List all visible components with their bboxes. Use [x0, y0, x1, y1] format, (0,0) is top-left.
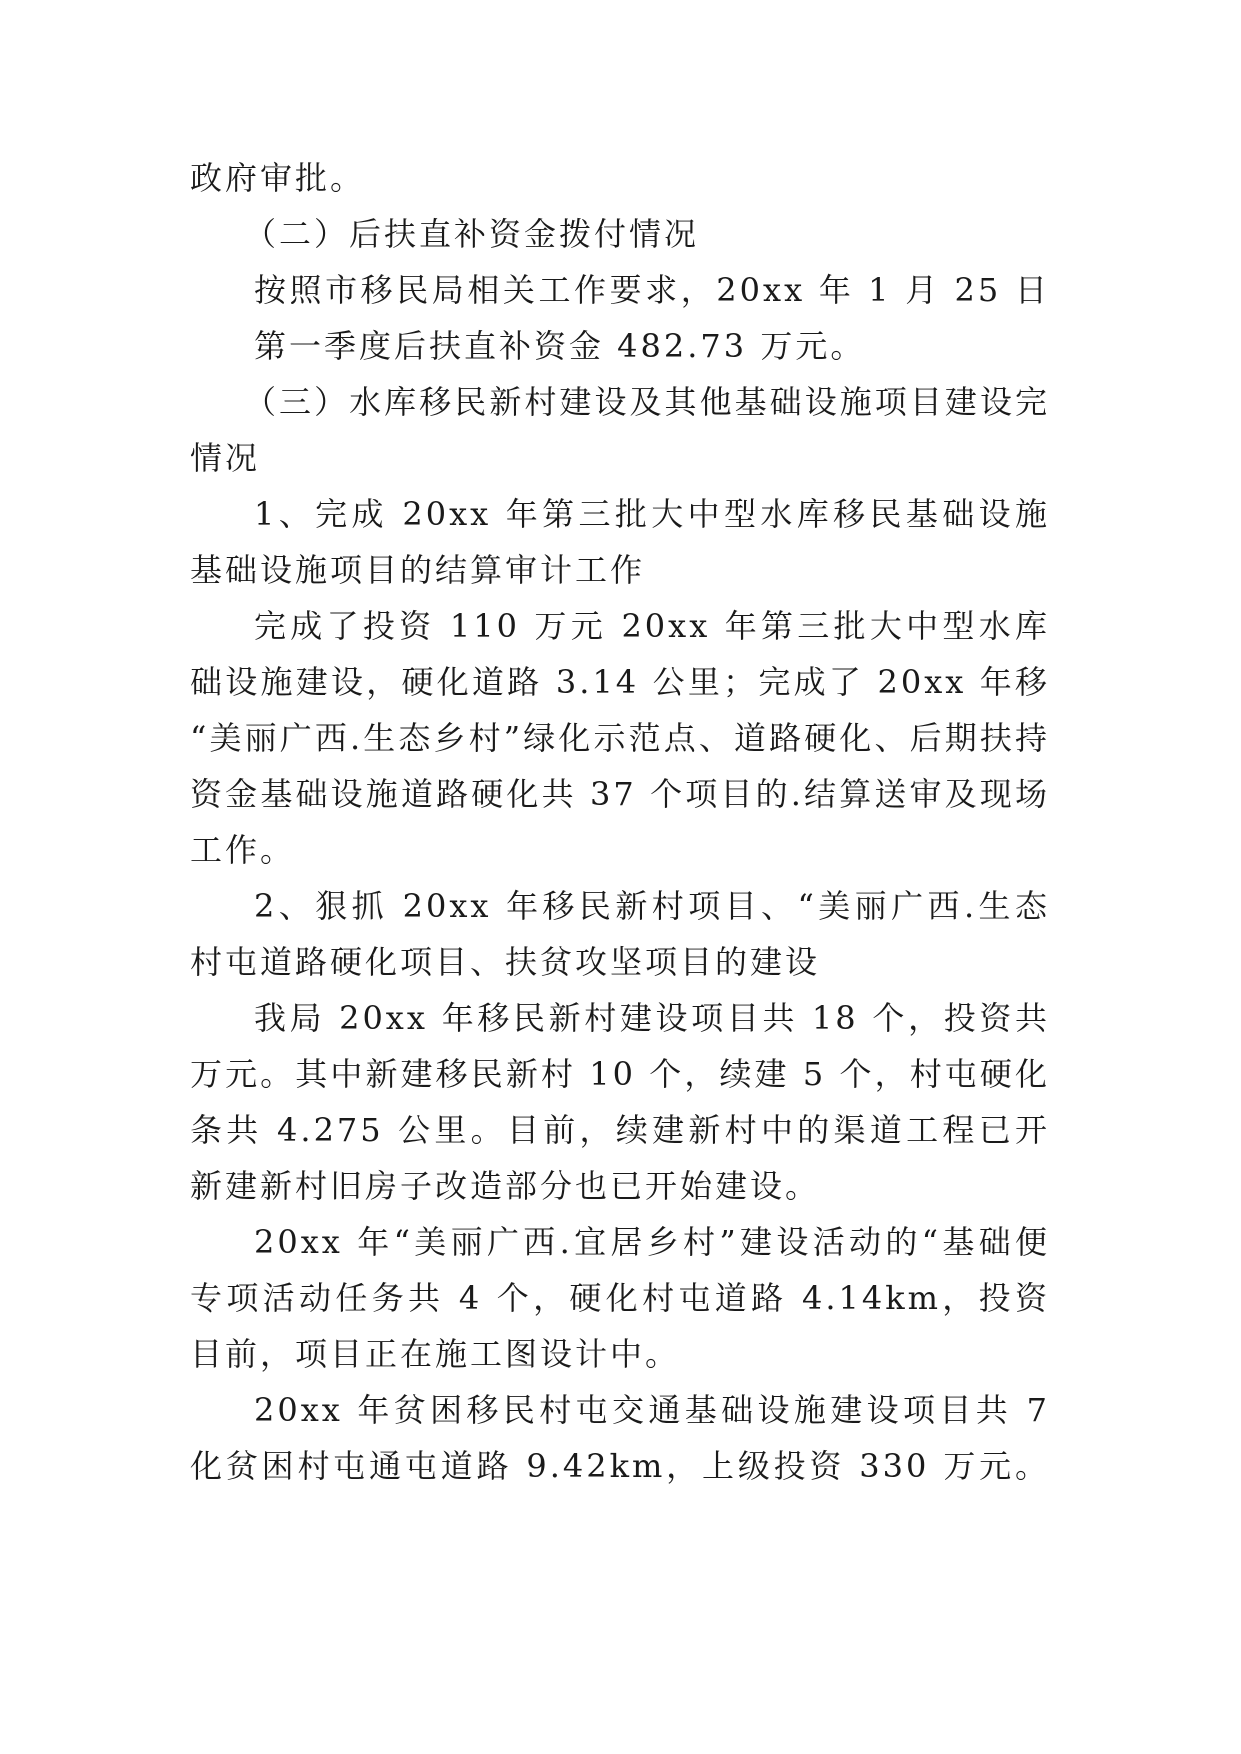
paragraph-line: 础设施建设，硬化道路 3.14 公里；完成了 20xx 年移 — [190, 663, 1050, 701]
subsection-heading: 2、狠抓 20xx 年移民新村项目、“美丽广西.生态 — [254, 887, 1050, 925]
paragraph-line: 20xx 年贫困移民村屯交通基础设施建设项目共 7 — [254, 1391, 1050, 1429]
subsection-heading: 1、完成 20xx 年第三批大中型水库移民基础设施 — [254, 495, 1050, 533]
paragraph-line: 工作。 — [190, 831, 296, 869]
subsection-heading: 村屯道路硬化项目、扶贫攻坚项目的建设 — [190, 943, 821, 981]
paragraph-line: 第一季度后扶直补资金 482.73 万元。 — [254, 327, 866, 365]
section-heading: （三）水库移民新村建设及其他基础设施项目建设完 — [244, 383, 1050, 421]
paragraph-line: 条共 4.275 公里。目前，续建新村中的渠道工程已开 — [190, 1111, 1050, 1149]
paragraph-line: 目前，项目正在施工图设计中。 — [190, 1335, 681, 1373]
section-heading: 情况 — [190, 439, 261, 477]
paragraph-line: 万元。其中新建移民新村 10 个，续建 5 个，村屯硬化 — [190, 1055, 1050, 1093]
section-heading: （二）后扶直补资金拨付情况 — [244, 215, 700, 253]
paragraph-line: 专项活动任务共 4 个，硬化村屯道路 4.14km，投资 — [190, 1279, 1050, 1317]
subsection-heading: 基础设施项目的结算审计工作 — [190, 551, 646, 589]
paragraph-line: “美丽广西.生态乡村”绿化示范点、道路硬化、后期扶持 — [190, 719, 1050, 757]
document-body — [190, 150, 1050, 1494]
paragraph-line: 化贫困村屯通屯道路 9.42km，上级投资 330 万元。 — [190, 1447, 1050, 1485]
paragraph-line: 我局 20xx 年移民新村建设项目共 18 个，投资共 — [254, 999, 1050, 1037]
paragraph-line: 按照市移民局相关工作要求，20xx 年 1 月 25 日 — [254, 271, 1050, 309]
paragraph-line: 资金基础设施道路硬化共 37 个项目的.结算送审及现场 — [190, 775, 1050, 813]
paragraph-line: 新建新村旧房子改造部分也已开始建设。 — [190, 1167, 821, 1205]
paragraph-line: 20xx 年“美丽广西.宜居乡村”建设活动的“基础便 — [254, 1223, 1050, 1261]
paragraph-line: 完成了投资 110 万元 20xx 年第三批大中型水库 — [254, 607, 1050, 645]
paragraph-line: 政府审批。 — [190, 159, 366, 197]
